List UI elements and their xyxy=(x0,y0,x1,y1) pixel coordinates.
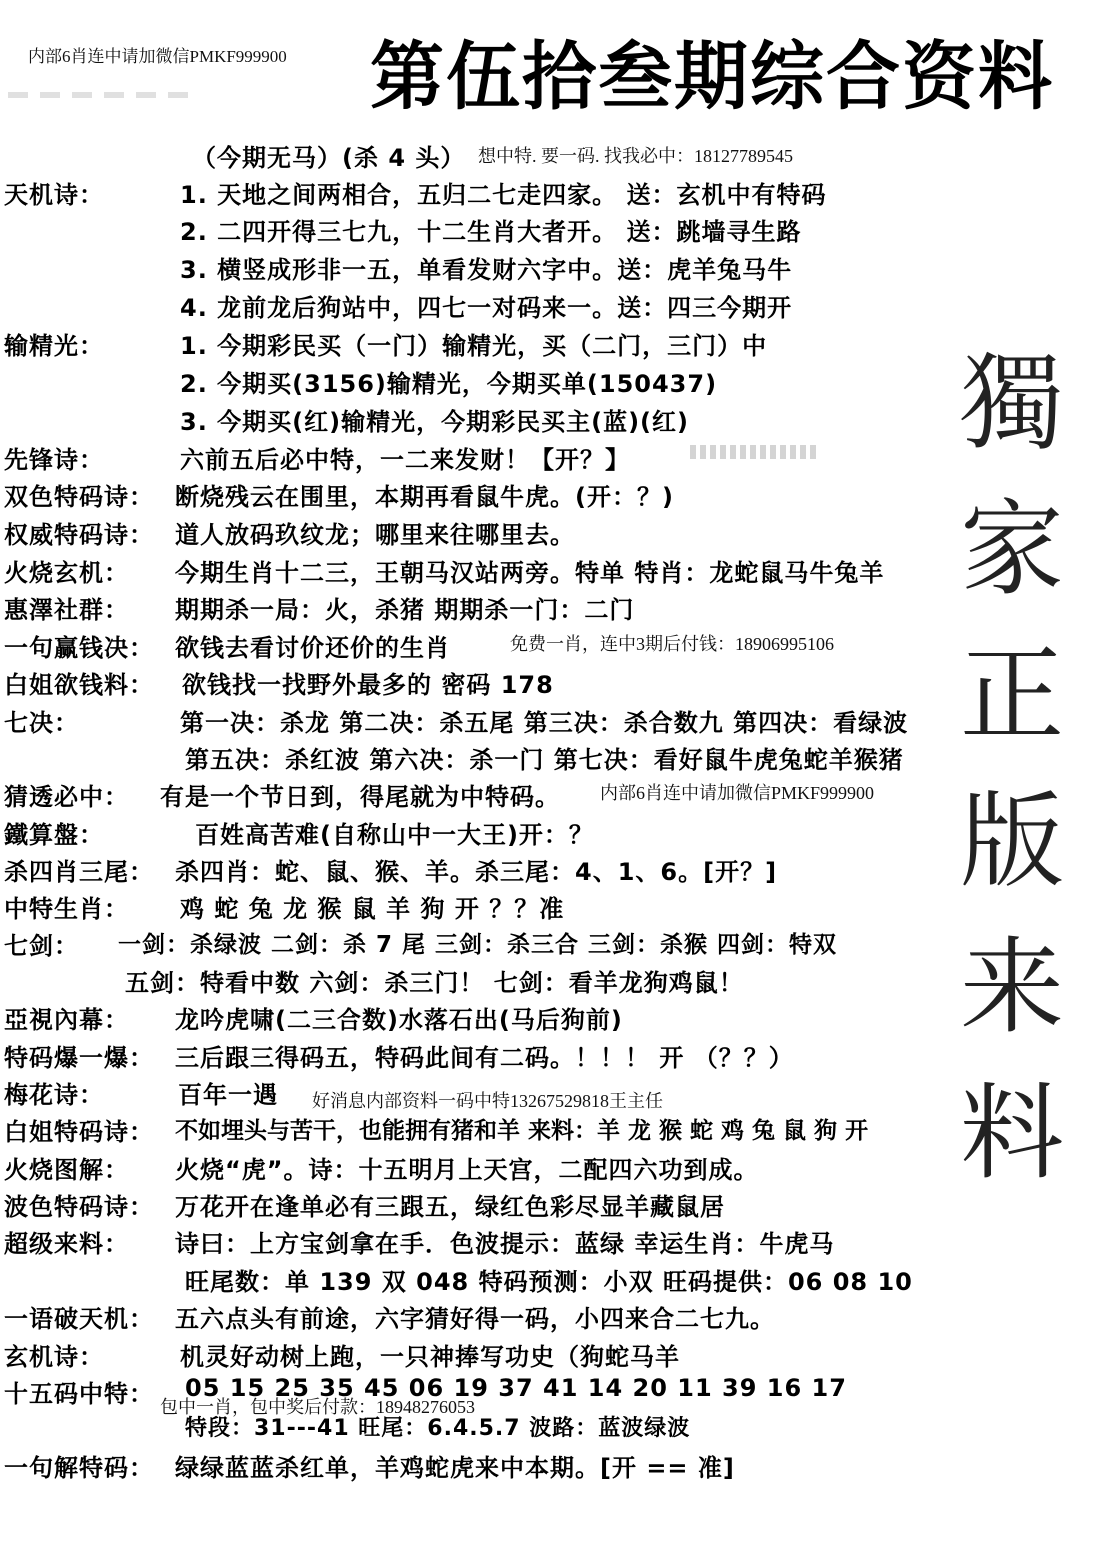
row-label: 一语破天机： xyxy=(4,1305,154,1333)
ad-guarantee: 包中一肖，包中奖后付款：18948276053 xyxy=(160,1397,475,1417)
ad-good-news: 好消息内部资料一码中特13267529818王主任 xyxy=(312,1091,663,1111)
row-label: 七剑： xyxy=(4,932,79,960)
row-text: 绿绿蓝蓝杀红单，羊鸡蛇虎来中本期。[开 == 准] xyxy=(175,1454,735,1482)
row-text: 05 15 25 35 45 06 19 37 41 14 20 11 39 16 17 xyxy=(185,1374,847,1402)
subheader-left: （今期无马）(杀 4 头） xyxy=(192,144,466,172)
row-label: 超级来料： xyxy=(4,1230,129,1258)
vertical-char: 料 xyxy=(959,1072,1064,1194)
vertical-char: 家 xyxy=(959,488,1064,610)
row-label: 十五码中特： xyxy=(4,1380,154,1408)
row-text: 鸡 蛇 兔 龙 猴 鼠 羊 狗 开 ？？准 xyxy=(180,895,565,923)
row-text: 有是一个节日到，得尾就为中特码。 xyxy=(160,783,560,811)
row-label: 双色特码诗： xyxy=(4,483,154,511)
row-text: 百年一遇 xyxy=(178,1081,278,1109)
row-label: 天机诗： xyxy=(4,181,104,209)
row-label: 权威特码诗： xyxy=(4,521,154,549)
header-smudge-decoration xyxy=(8,92,188,98)
row-text: 今期生肖十二三，王朝马汉站两旁。特单 特肖：龙蛇鼠马牛兔羊 xyxy=(175,559,885,587)
row-label: 七决： xyxy=(4,709,79,737)
row-label: 猜透必中： xyxy=(4,783,129,811)
exclusive-vertical-banner xyxy=(942,330,1082,1206)
row-label: 白姐欲钱料： xyxy=(4,671,154,699)
vertical-char: 正 xyxy=(959,634,1064,756)
vertical-char: 版 xyxy=(959,780,1064,902)
row-label: 火烧玄机： xyxy=(4,559,129,587)
subheader-contact: 想中特. 要一码. 找我必中：18127789545 xyxy=(478,146,793,166)
row-text: 4. 龙前龙后狗站中，四七一对码来一。送：四三今期开 xyxy=(180,294,793,322)
row-text: 2. 今期买(3156)输精光，今期买单(150437) xyxy=(180,370,718,398)
row-label: 一句赢钱决： xyxy=(4,634,154,662)
row-text: 五六点头有前途，六字猜好得一码，小四来合二七九。 xyxy=(175,1305,775,1333)
row-text: 五剑：特看中数 六剑：杀三门！ 七剑：看羊龙狗鸡鼠！ xyxy=(125,969,744,997)
row-text: 机灵好动树上跑，一只神捧写功史（狗蛇马羊 xyxy=(180,1343,680,1371)
header-ad: 内部6肖连中请加微信PMKF999900 xyxy=(28,47,287,66)
row-text: 欲钱去看讨价还价的生肖 xyxy=(175,634,450,662)
row-label: 亞視內幕： xyxy=(4,1006,129,1034)
row-text: 第一决：杀龙 第二决：杀五尾 第三决：杀合数九 第四决：看绿波 xyxy=(180,709,909,737)
row-text: 道人放码玖纹龙；哪里来往哪里去。 xyxy=(175,521,575,549)
vertical-char: 獨 xyxy=(959,342,1064,464)
row-text: 3. 横竖成形非一五，单看发财六字中。送：虎羊兔马牛 xyxy=(180,256,793,284)
row-text: 特段：31---41 旺尾：6.4.5.7 波路：蓝波绿波 xyxy=(185,1416,691,1441)
row-text: 第五决：杀红波 第六决：杀一门 第七决：看好鼠牛虎兔蛇羊猴猪 xyxy=(185,746,904,774)
row-label: 玄机诗： xyxy=(4,1343,104,1371)
row-text: 2. 二四开得三七九，十二生肖大者开。 送：跳墙寻生路 xyxy=(180,218,802,246)
row-label: 特码爆一爆： xyxy=(4,1044,154,1072)
scribble-decoration xyxy=(690,445,820,459)
page-title: 第伍拾叁期综合资料 xyxy=(370,34,1054,120)
row-text: 断烧残云在围里，本期再看鼠牛虎。(开：？) xyxy=(175,483,674,511)
row-text: 一剑：杀绿波 二剑：杀 7 尾 三剑：杀三合 三剑：杀猴 四剑：特双 xyxy=(118,932,838,958)
row-text: 百姓高苦难(自称山中一大王)开：？ xyxy=(195,821,594,849)
ad-wechat: 内部6肖连中请加微信PMKF999900 xyxy=(600,783,875,803)
row-label: 梅花诗： xyxy=(4,1081,104,1109)
row-text: 龙吟虎啸(二三合数)水落石出(马后狗前) xyxy=(175,1006,623,1034)
row-label: 杀四肖三尾： xyxy=(4,858,154,886)
row-text: 六前五后必中特，一二来发财！【开？】 xyxy=(180,446,630,474)
row-text: 1. 今期彩民买（一门）输精光，买（二门，三门）中 xyxy=(180,332,768,360)
row-label: 先锋诗： xyxy=(4,446,104,474)
row-text: 期期杀一局：火，杀猪 期期杀一门：二门 xyxy=(175,596,635,624)
row-label: 白姐特码诗： xyxy=(4,1118,154,1146)
row-label: 火烧图解： xyxy=(4,1156,129,1184)
vertical-char: 来 xyxy=(959,926,1064,1048)
row-text: 不如埋头与苦干，也能拥有猪和羊 来料：羊 龙 猴 蛇 鸡 兔 鼠 狗 开 xyxy=(175,1118,869,1144)
row-text: 万花开在逢单必有三跟五，绿红色彩尽显羊藏鼠居 xyxy=(175,1193,725,1221)
row-label: 输精光： xyxy=(4,332,104,360)
row-text: 欲钱找一找野外最多的 密码 178 xyxy=(182,671,554,699)
row-label: 惠澤社群： xyxy=(4,596,129,624)
row-label: 中特生肖： xyxy=(4,895,129,923)
row-text: 旺尾数：单 139 双 048 特码预测：小双 旺码提供：06 08 10 xyxy=(185,1268,913,1296)
row-text: 三后跟三得码五，特码此间有二码。！！！ 开 （？？） xyxy=(175,1044,794,1072)
ad-free-zodiac: 免费一肖，连中3期后付钱：18906995106 xyxy=(510,634,834,654)
row-text: 3. 今期买(红)输精光，今期彩民买主(蓝)(红) xyxy=(180,408,689,436)
row-label: 鐵算盤： xyxy=(4,821,104,849)
row-text: 1. 天地之间两相合，五归二七走四家。 送：玄机中有特码 xyxy=(180,181,827,209)
row-label: 一句解特码： xyxy=(4,1454,154,1482)
row-label: 波色特码诗： xyxy=(4,1193,154,1221)
row-text: 火烧“虎”。诗：十五明月上天宫，二配四六功到成。 xyxy=(175,1156,759,1184)
row-text: 杀四肖：蛇、鼠、猴、羊。杀三尾：4、1、6。[开？] xyxy=(175,858,778,886)
row-text: 诗曰：上方宝剑拿在手．色波提示：蓝绿 幸运生肖：牛虎马 xyxy=(175,1230,835,1258)
